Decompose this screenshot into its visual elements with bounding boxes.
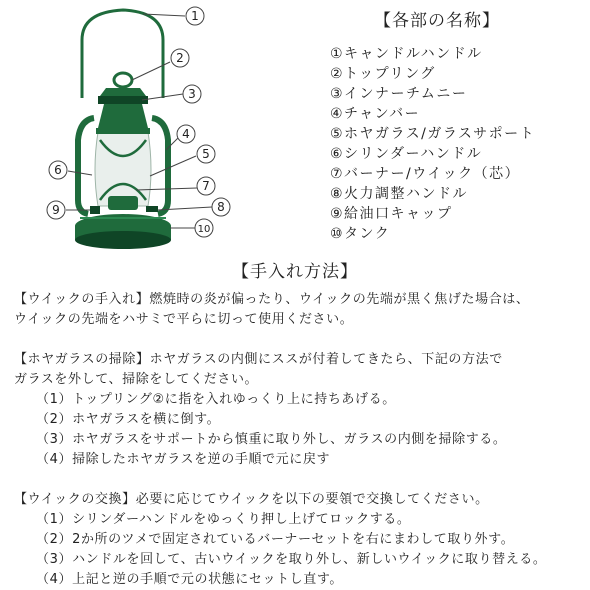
part-item: ⑩タンク: [330, 226, 391, 242]
care-section-title: 【手入れ方法】: [232, 262, 358, 282]
callout-10: 10: [197, 224, 211, 235]
step-item: （2）ホヤガラスを横に倒す。: [36, 412, 221, 427]
callout-4: 4: [182, 127, 190, 141]
step-item: （1）トップリング②に指を入れゆっくり上に持ちあげる。: [36, 392, 396, 407]
inner-chimney: [98, 104, 148, 128]
chamber-left: [78, 118, 94, 214]
parts-section-title: 【各部の名称】: [374, 11, 500, 31]
step-item: （3）ホヤガラスをサポートから慎重に取り外し、ガラスの内側を掃除する。: [36, 432, 507, 447]
top-cap: [100, 88, 146, 96]
glass-cleaning-paragraph: [14, 350, 584, 470]
part-item: ⑨給油口キャップ: [330, 206, 453, 222]
callout-2: 2: [176, 51, 184, 65]
step-item: （2）2か所のツメで固定されているバーナーセットを右にまわして取り外す。: [36, 532, 515, 547]
callout-3: 3: [188, 87, 196, 101]
paragraph-line: ガラスを外して、掃除をしてください。: [14, 372, 259, 387]
callout-9: 9: [52, 203, 60, 217]
wick-replacement-paragraph: [14, 490, 584, 590]
glass-cleaning-steps: [14, 390, 584, 470]
callout-8: 8: [217, 200, 225, 214]
paragraph-line: 【ウイックの手入れ】燃焼時の炎が偏ったり、ウイックの先端が黒く焦げた場合は、: [14, 292, 530, 307]
candle-handle: [82, 10, 163, 98]
step-item: （4）掃除したホヤガラスを逆の手順で元に戻す: [36, 452, 331, 467]
part-item: ①キャンドルハンドル: [330, 46, 483, 62]
step-item: （1）シリンダーハンドルをゆっくり押し上げてロックする。: [36, 512, 411, 527]
paragraph-line: 【ホヤガラスの掃除】ホヤガラスの内側にススが付着してきたら、下記の方法で: [14, 352, 503, 367]
callout-7: 7: [202, 179, 210, 193]
part-item: ⑦バーナー/ウイック（芯）: [330, 166, 521, 182]
flame-adjust: [146, 206, 158, 212]
part-item: ⑧火力調整ハンドル: [330, 186, 469, 202]
callout-1: 1: [191, 9, 199, 23]
part-item: ③インナーチムニー: [330, 86, 468, 102]
wick-care-paragraph: [14, 290, 584, 330]
callout-6: 6: [54, 163, 62, 177]
paragraph-line: ウイックの先端をハサミで平らに切って使用ください。: [14, 312, 354, 327]
paragraph-line: 【ウイックの交換】必要に応じてウイックを以下の要領で交換してください。: [14, 492, 489, 507]
step-item: （4）上記と逆の手順で元の状態にセットし直す。: [36, 572, 344, 587]
top-ring: [114, 73, 132, 87]
part-item: ⑤ホヤガラス/ガラスサポート: [330, 126, 536, 142]
chamber-right: [152, 118, 168, 214]
lantern-diagram: [20, 0, 250, 255]
part-item: ④チャンバー: [330, 106, 421, 122]
wick-replacement-steps: [14, 510, 584, 590]
part-item: ⑥シリンダーハンドル: [330, 146, 483, 162]
part-item: ②トップリング: [330, 66, 436, 82]
burner: [108, 196, 138, 210]
callout-5: 5: [202, 147, 210, 161]
step-item: （3）ハンドルを回して、古いウイックを取り外し、新しいウイックに取り替える。: [36, 552, 547, 567]
fuel-cap: [90, 206, 100, 214]
parts-list: [330, 44, 535, 244]
